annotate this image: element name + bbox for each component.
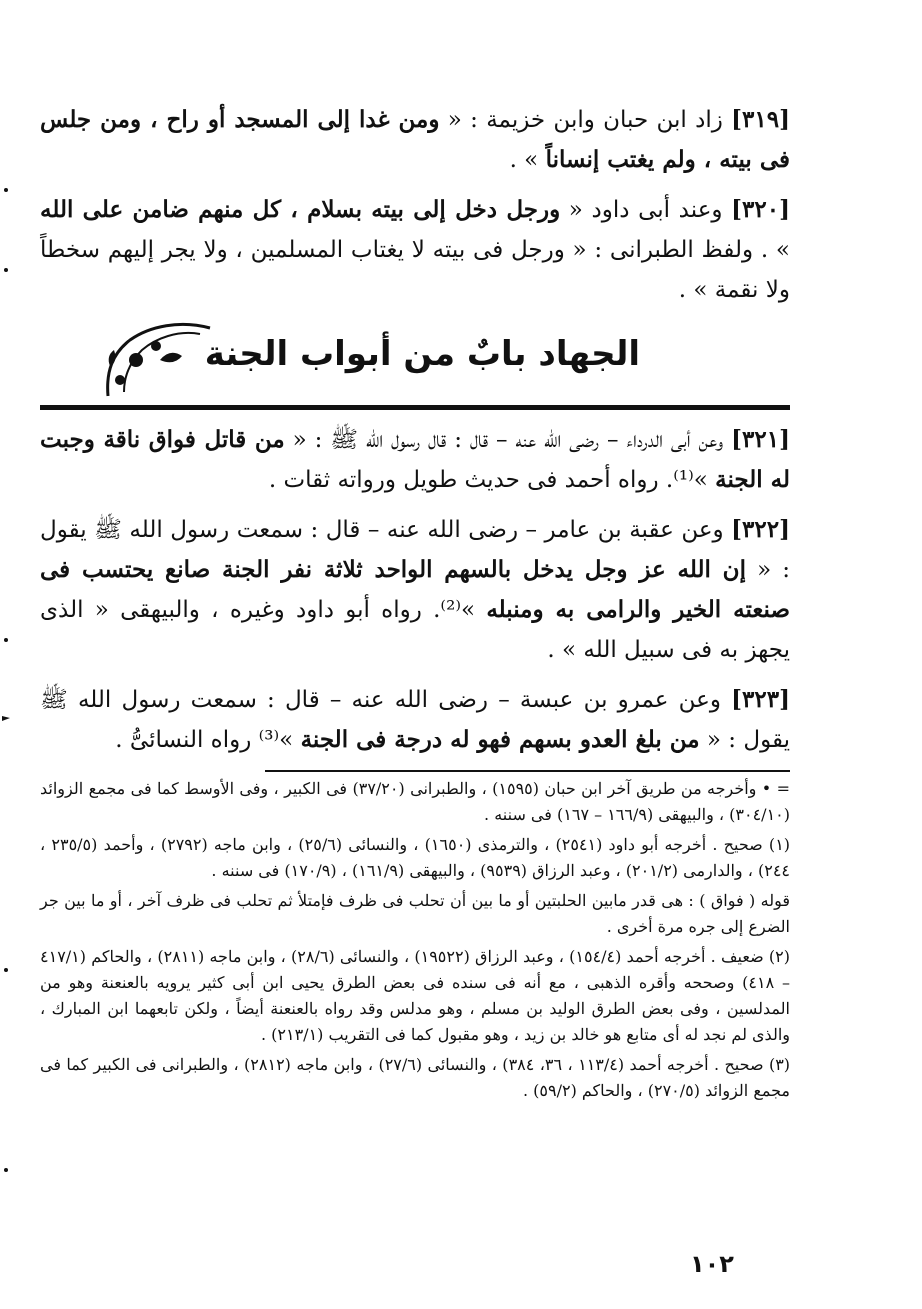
hadith-text: ومن غدا إلى المسجد أو راح ، ومن جلس فى بيته ، ولم يغتب إنساناً bbox=[40, 106, 790, 173]
hadith-number: [٣١٩] bbox=[731, 106, 790, 133]
footnote-divider bbox=[265, 770, 790, 772]
footnote: قوله ( فواق ) : هى قدر مابين الحلبتين أو ما بين أن تحلب فى ظرف فإمتلأ ثم تحلب فى ظرف آخر ، أو ما بين جر الضرع إلى جره مرة أخرى . bbox=[40, 891, 790, 936]
text-run: وعن عمرو بن عبسة – رضى الله عنه – قال : سمعت رسول الله ﷺ يقول : « bbox=[40, 687, 790, 753]
ornament-icon bbox=[100, 320, 220, 404]
hadith-number: [٣٢١] bbox=[731, 426, 790, 453]
text-run: وعن عقبة بن عامر – رضى الله عنه – قال : سمعت رسول الله ﷺ يقول : « bbox=[40, 517, 790, 583]
footnote: (٢) ضعيف . أخرجه أحمد (١٥٤/٤) ، وعبد الرزاق (١٩٥٢٢) ، والنسائى (٢٨/٦) ، وابن ماجه (٢٨١١) ، والحاكم (٤١٧/١ – ٤١٨) وصححه وأقره الذهبى ، مع أنه فى سنده فى بعض الطرق يحيى ابن أبى كثير يرويه بالعنعنة وهو من المدلسين ، وفى بعض الطرق الوليد بن مسلم ، وهو مدلس وقد رواه بالعنعنة أيضاً ، ولكن تابعهما ابن المبارك ، والذى لم نجد له أى متابع هو خالد بن زيد ، وهو مقبول كما فى التقريب (٢١٣/١) . bbox=[40, 947, 791, 1044]
text-run: وعن أبى الدرداء – رضى الله عنه – قال : قال رسول الله ﷺ : « bbox=[284, 427, 732, 453]
hadith-320 bbox=[40, 190, 790, 310]
text-run: »⁽²⁾. رواه أبو داود وغيره ، والبيهقى « الذى يجهز به فى سبيل الله » . bbox=[40, 597, 790, 663]
hadith-text: من بلغ العدو بسهم فهو له درجة فى الجنة bbox=[300, 726, 700, 753]
text-run: »⁽¹⁾. رواه أحمد فى حديث طويل ورواته ثقات . bbox=[268, 467, 716, 493]
page-number: ١٠٢ bbox=[690, 1250, 734, 1278]
hadith-number: [٣٢٠] bbox=[731, 196, 790, 223]
hadith-319 bbox=[40, 100, 790, 180]
text-run: وعند أبى داود « bbox=[560, 197, 732, 223]
chapter-heading bbox=[40, 320, 790, 410]
hadith-323 bbox=[40, 680, 790, 760]
hadith-text: من قاتل فواق ناقة وجبت له الجنة bbox=[40, 426, 790, 493]
footnote: (٣) صحيح . أخرجه أحمد (١١٣/٤ ، ٣٦، ٣٨٤) ، والنسائى (٢٧/٦) ، وابن ماجه (٢٨١٢) ، والطبرانى فى الكبير كما فى مجمع الزوائد (٢٧٠/٥) ، والحاكم (٥٩/٢) . bbox=[40, 1055, 791, 1100]
hadith-321 bbox=[40, 420, 790, 500]
hadith-number: [٣٢٢] bbox=[731, 516, 790, 543]
hadith-text: ورجل دخل إلى بيته بسلام ، كل منهم ضامن على الله bbox=[40, 196, 561, 223]
hadith-text: إن الله عز وجل يدخل بالسهم الواحد ثلاثة نفر الجنة صانع يحتسب فى صنعته الخير والرامى به ومنبله bbox=[40, 556, 790, 623]
hadith-322 bbox=[40, 510, 790, 670]
text-run: » . ولفظ الطبرانى : « ورجل فى بيته لا يغتاب المسلمين ، ولا يجر إليهم سخطاً ولا نقمة » . bbox=[40, 237, 790, 303]
text-run: »⁽³⁾ رواه النسائىُّ . bbox=[115, 727, 301, 753]
page-body bbox=[40, 100, 790, 1108]
hadith-number: [٣٢٣] bbox=[731, 686, 790, 713]
footnote: = • وأخرجه من طريق آخر ابن حبان (١٥٩٥) ، والطبرانى (٣٧/٢٠) فى الكبير ، وفى الأوسط كما فى مجمع الزوائد (٣٠٤/١٠) ، والبيهقى (١٦٦/٩ – ١٦٧) فى سننه . bbox=[40, 779, 791, 824]
footnote: (١) صحيح . أخرجه أبو داود (٢٥٤١) ، والترمذى (١٦٥٠) ، والنسائى (٢٥/٦) ، وابن ماجه (٢٧٩٢) ، وأحمد (٢٣٥/٥ ، ٢٤٤) ، والدارمى (٢٠١/٢) ، وعبد الرزاق (٩٥٣٩) ، والبيهقى (١٦١/٩) ، (١٧٠/٩) فى سننه . bbox=[40, 835, 791, 880]
text-run: » . bbox=[509, 147, 546, 173]
chapter-title: الجهاد بابٌ من أبواب الجنة bbox=[204, 334, 640, 374]
text-run: زاد ابن حبان وابن خزيمة : « bbox=[439, 107, 732, 133]
